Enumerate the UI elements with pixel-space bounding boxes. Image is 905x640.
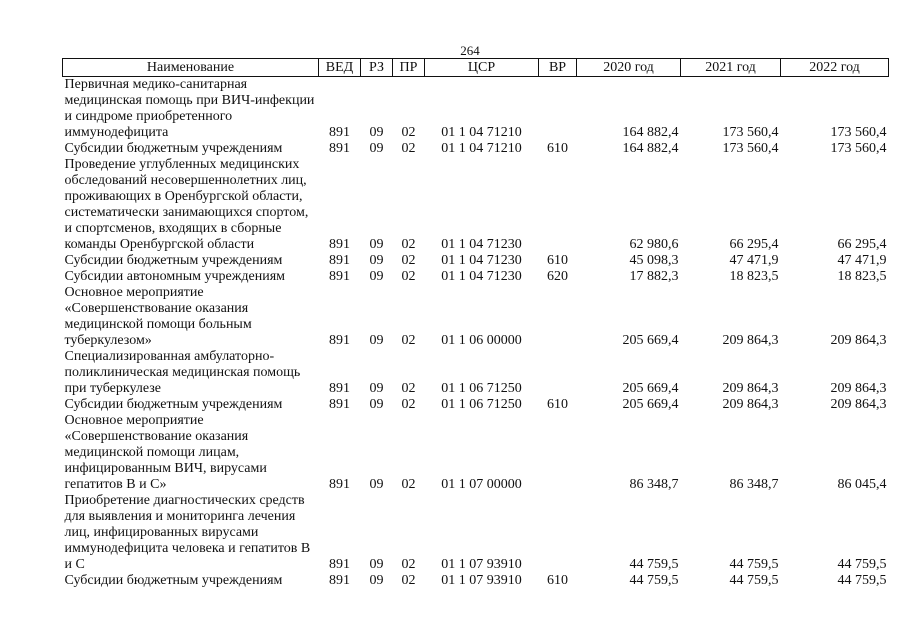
row-2020: 205 669,4	[622, 381, 679, 396]
row-ved: 891	[329, 125, 350, 140]
table-row	[63, 349, 889, 397]
row-rz: 09	[369, 237, 384, 252]
row-vr	[539, 77, 577, 142]
row-ved: 891	[329, 477, 350, 492]
header-vr: ВР	[539, 59, 577, 77]
row-2021: 173 560,4	[722, 125, 779, 140]
row-pr: 02	[401, 557, 416, 572]
row-csr: 01 1 04 71230	[441, 269, 522, 284]
header-2020: 2020 год	[577, 59, 681, 77]
page-number: 264	[460, 43, 480, 58]
row-rz: 09	[369, 381, 384, 396]
table-row	[63, 285, 889, 349]
row-2020: 164 882,4	[622, 125, 679, 140]
row-2020: 205 669,4	[622, 333, 679, 348]
header-2021: 2021 год	[681, 59, 781, 77]
row-name: Проведение углубленных медицинских обследований несовершеннолетних лиц, проживающих в Оренбургской области, систематически занимающихся спортом, и спортсменов, входящих в сборные команды Оренбургской области	[64, 157, 309, 252]
row-vr	[539, 413, 577, 493]
row-pr: 02	[401, 333, 416, 348]
row-name: Субсидии бюджетным учреждениям	[64, 573, 283, 588]
row-2022: 173 560,4	[830, 125, 887, 140]
row-ved: 891	[329, 573, 350, 588]
row-csr: 01 1 07 93910	[441, 557, 522, 572]
row-2021: 47 471,9	[729, 253, 779, 268]
row-name: Основное мероприятие «Совершенствование оказания медицинской помощи лицам, инфицированным ВИЧ, вирусами гепатитов B и C»	[64, 413, 267, 492]
row-vr: 610	[547, 141, 568, 156]
row-2021: 66 295,4	[729, 237, 779, 252]
row-pr: 02	[401, 381, 416, 396]
table-row	[63, 77, 889, 142]
row-2020: 86 348,7	[629, 477, 679, 492]
row-rz: 09	[369, 253, 384, 268]
table-row	[63, 493, 889, 573]
row-csr: 01 1 07 93910	[441, 573, 522, 588]
row-2022: 86 045,4	[837, 477, 887, 492]
row-rz: 09	[369, 141, 384, 156]
row-rz: 09	[369, 397, 384, 412]
row-2022: 209 864,3	[830, 397, 887, 412]
row-pr: 02	[401, 573, 416, 588]
row-vr: 610	[547, 573, 568, 588]
row-name: Субсидии автономным учреждениям	[64, 269, 286, 284]
row-2021: 209 864,3	[722, 397, 779, 412]
row-name: Специализированная амбулаторно-поликлиническая медицинская помощь при туберкулезе	[64, 349, 301, 396]
row-2022: 173 560,4	[830, 141, 887, 156]
row-vr	[539, 349, 577, 397]
row-2020: 45 098,3	[629, 253, 679, 268]
table-row	[63, 141, 889, 157]
row-vr	[539, 157, 577, 253]
header-name: Наименование	[63, 59, 319, 77]
row-rz: 09	[369, 125, 384, 140]
row-2020: 44 759,5	[629, 557, 679, 572]
row-name: Субсидии бюджетным учреждениям	[64, 397, 283, 412]
row-2021: 173 560,4	[722, 141, 779, 156]
row-csr: 01 1 04 71210	[441, 141, 522, 156]
row-pr: 02	[401, 237, 416, 252]
row-pr: 02	[401, 141, 416, 156]
row-2022: 18 823,5	[837, 269, 887, 284]
table-row	[63, 253, 889, 269]
row-2022: 209 864,3	[830, 333, 887, 348]
row-ved: 891	[329, 237, 350, 252]
row-2021: 209 864,3	[722, 381, 779, 396]
header-rz: РЗ	[361, 59, 393, 77]
row-name: Приобретение диагностических средств для выявления и мониторинга лечения лиц, инфицированных вирусами иммунодефицита человека и гепатитов B и C	[64, 493, 311, 572]
row-rz: 09	[369, 269, 384, 284]
row-2021: 44 759,5	[729, 557, 779, 572]
table-row	[63, 397, 889, 413]
row-2021: 209 864,3	[722, 333, 779, 348]
row-2021: 44 759,5	[729, 573, 779, 588]
header-pr: ПР	[393, 59, 425, 77]
table-row	[63, 269, 889, 285]
row-2020: 44 759,5	[629, 573, 679, 588]
row-rz: 09	[369, 333, 384, 348]
row-pr: 02	[401, 253, 416, 268]
row-ved: 891	[329, 253, 350, 268]
row-ved: 891	[329, 381, 350, 396]
row-pr: 02	[401, 125, 416, 140]
row-vr	[539, 493, 577, 573]
row-ved: 891	[329, 269, 350, 284]
row-csr: 01 1 06 71250	[441, 397, 522, 412]
row-csr: 01 1 07 00000	[441, 477, 522, 492]
row-pr: 02	[401, 477, 416, 492]
row-2020: 17 882,3	[629, 269, 679, 284]
table-row	[63, 157, 889, 253]
row-ved: 891	[329, 141, 350, 156]
row-csr: 01 1 04 71230	[441, 237, 522, 252]
budget-table	[62, 58, 889, 589]
row-2020: 62 980,6	[629, 237, 679, 252]
table-row	[63, 413, 889, 493]
row-csr: 01 1 04 71230	[441, 253, 522, 268]
header-ved: ВЕД	[319, 59, 361, 77]
row-2022: 47 471,9	[837, 253, 887, 268]
header-csr: ЦСР	[425, 59, 539, 77]
row-csr: 01 1 04 71210	[441, 125, 522, 140]
row-ved: 891	[329, 557, 350, 572]
row-2022: 44 759,5	[837, 557, 887, 572]
row-name: Субсидии бюджетным учреждениям	[64, 253, 283, 268]
row-vr: 610	[547, 397, 568, 412]
row-name: Основное мероприятие «Совершенствование оказания медицинской помощи больным туберкулезом»	[64, 285, 252, 348]
row-2021: 18 823,5	[729, 269, 779, 284]
header-2022: 2022 год	[781, 59, 889, 77]
row-csr: 01 1 06 71250	[441, 381, 522, 396]
row-pr: 02	[401, 397, 416, 412]
table-header	[63, 59, 889, 77]
row-pr: 02	[401, 269, 416, 284]
row-2022: 209 864,3	[830, 381, 887, 396]
row-name: Первичная медико-санитарная медицинская помощь при ВИЧ-инфекции и синдроме приобретенного иммунодефицита	[64, 77, 315, 140]
table-row	[63, 573, 889, 589]
table-body	[63, 77, 889, 590]
row-2022: 44 759,5	[837, 573, 887, 588]
row-rz: 09	[369, 477, 384, 492]
row-name: Субсидии бюджетным учреждениям	[64, 141, 283, 156]
row-csr: 01 1 06 00000	[441, 333, 522, 348]
row-rz: 09	[369, 573, 384, 588]
row-ved: 891	[329, 333, 350, 348]
row-2020: 164 882,4	[622, 141, 679, 156]
row-vr	[539, 285, 577, 349]
row-2020: 205 669,4	[622, 397, 679, 412]
row-ved: 891	[329, 397, 350, 412]
row-2022: 66 295,4	[837, 237, 887, 252]
row-2021: 86 348,7	[729, 477, 779, 492]
row-vr: 610	[547, 253, 568, 268]
row-vr: 620	[547, 269, 568, 284]
row-rz: 09	[369, 557, 384, 572]
